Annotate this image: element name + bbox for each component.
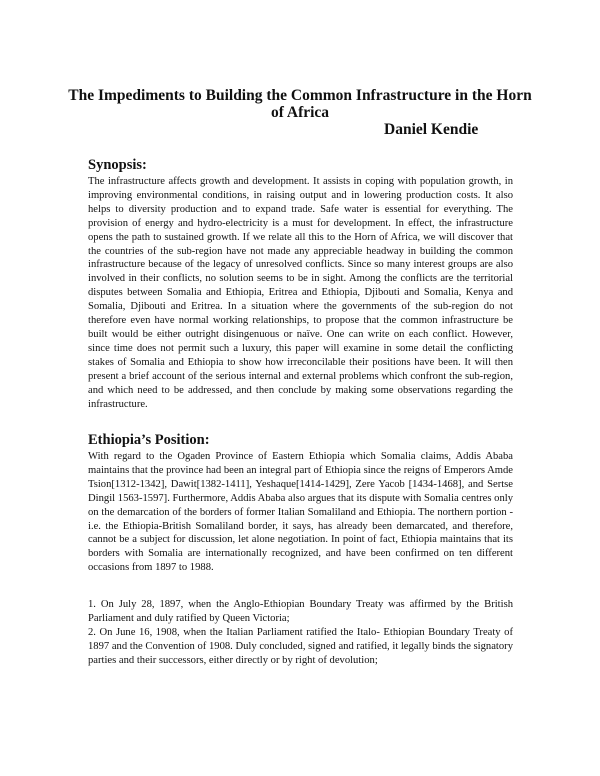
ethiopia-position-heading: Ethiopia’s Position: [88, 432, 210, 448]
list-item-1: 1. On July 28, 1897, when the Anglo-Ethiopian Boundary Treaty was affirmed by the British Parliament and duly ratified by Queen Victoria; [88, 599, 513, 624]
synopsis-heading: Synopsis: [88, 157, 147, 173]
author-name: Daniel Kendie [384, 121, 479, 138]
document-title: The Impediments to Building the Common Infrastructure in the Horn of Africa [68, 87, 532, 121]
list-item-2: 2. On June 16, 1908, when the Italian Parliament ratified the Italo- Ethiopian Boundary Treaty of 1897 and the Convention of 1908. Duly concluded, signed and ratified, it legally binds the signatory parties and their successors, either directly or by right of devolution; [88, 627, 513, 666]
ethiopia-position-paragraph: With regard to the Ogaden Province of Eastern Ethiopia which Somalia claims, Addis Ababa maintains that the province had been an integral part of Ethiopia since the reigns of Emperors Amde Tsion[1312-1342], Dawit[1382-1411], Yeshaque[1414-1429], Zere Yacob [1434-1468], and Sertse Dingil 1563-1597]. Furthermore, Addis Ababa also argues that its dispute with Somalia centres only on the demarcation of the borders of former Italian Somaliland and Ethiopia. The northern portion -i.e. the Ethiopia-British Somaliland border, it says, has already been demarcated, and therefore, cannot be a subject for discussion, let alone negotiation. In point of fact, Ethiopia maintains that its borders with Somalia are internationally recognized, and have been confirmed on ten different occasions from 1897 to 1988. [88, 451, 513, 574]
synopsis-paragraph: The infrastructure affects growth and development. It assists in coping with population growth, in improving environmental conditions, in raising output and in lowering production costs. It also helps to diversity production and to expand trade. Safe water is essential for everything. The provision of energy and hydro-electricity is a must for development. In effect, the infrastructure opens the path to sustained growth. If we relate all this to the Horn of Africa, we will discover that the countries of the sub-region have not made any appreciable headway in building the common infrastructure because of the legacy of unresolved conflicts. Since so many interest groups are also involved in their conflicts, no solution seems to be in sight. Among the conflicts are the territorial disputes between Somalia and Ethiopia, Eritrea and Ethiopia, Djibouti and Somalia, Kenya and Somalia, Djibouti and Eritrea. In a situation where the governments of the sub-region do not therefore even have normal working relationships, to propose that the common infrastructure be built would be either outright disingenuous or naïve. One can write on each conflict. However, since time does not permit such a luxury, this paper will examine in some detail the conflicting stakes of Somalia and Ethiopia to show how irreconcilable their positions have been. It will then present a brief account of the serious internal and external problems which confront the sub-region, and which need to be addressed, and then conclude by making some observations regarding the infrastructure. [88, 176, 513, 410]
